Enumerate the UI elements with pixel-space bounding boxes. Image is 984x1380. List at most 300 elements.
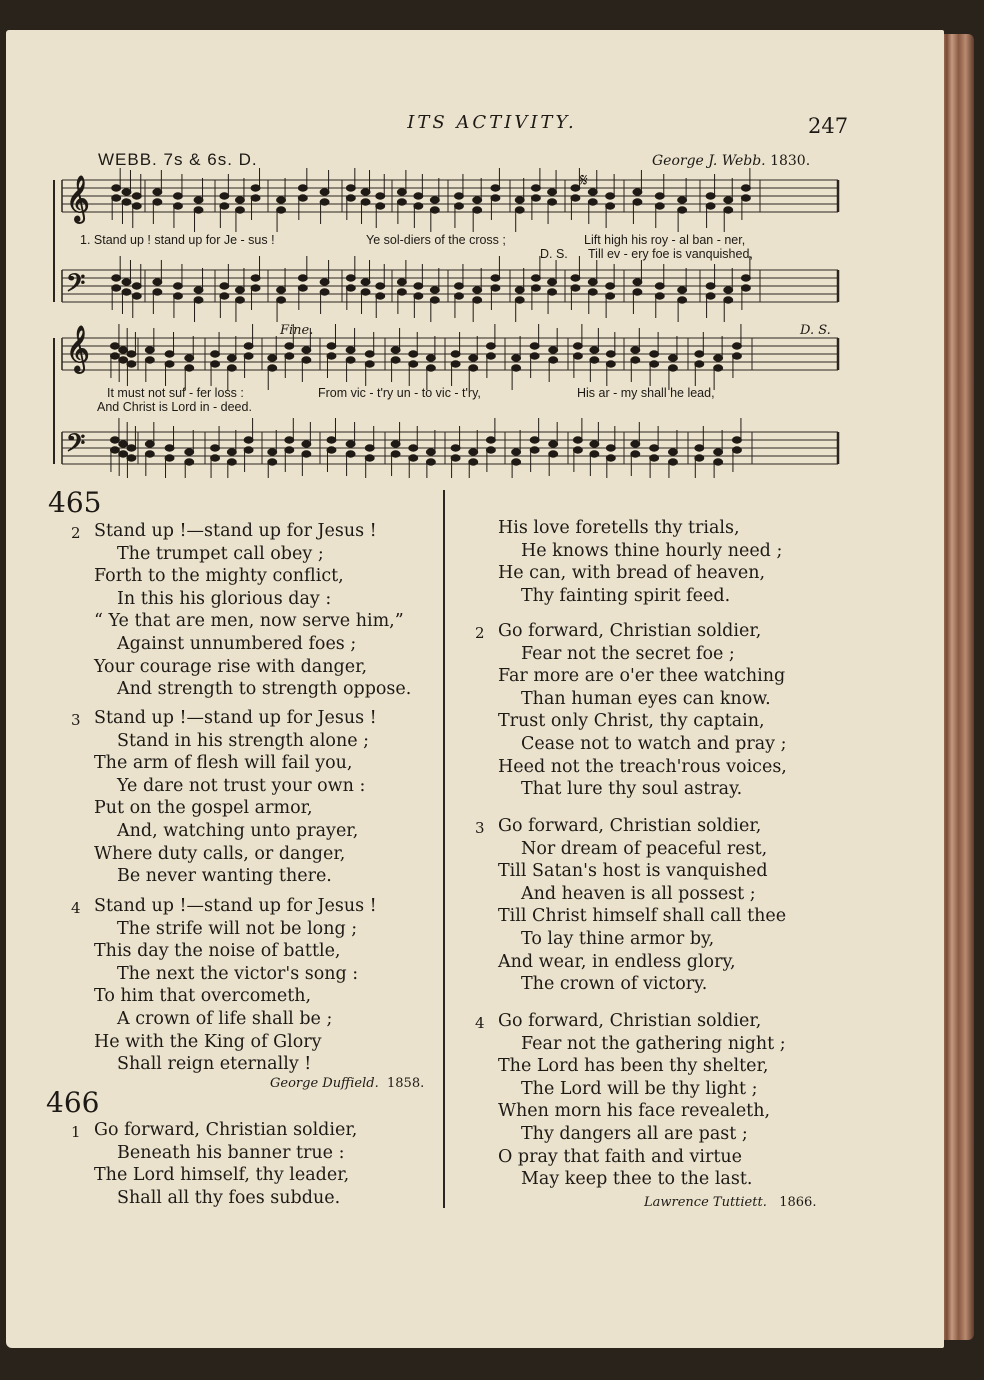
- lyric-line-1a: 1. Stand up ! stand up for Je - sus !: [80, 233, 275, 247]
- column-divider: [443, 490, 445, 1208]
- note-head: [268, 449, 277, 455]
- note-head: [732, 437, 741, 443]
- note-head: [530, 353, 539, 359]
- note-head: [185, 449, 194, 455]
- verse-line: [475, 1010, 786, 1033]
- note-head: [211, 361, 220, 367]
- verse-text: He knows thine hourly need ;: [521, 540, 783, 561]
- verse-text: Beneath his banner true :: [117, 1142, 345, 1163]
- note-head: [590, 441, 599, 447]
- note-head: [320, 279, 329, 285]
- verse-line: [71, 1119, 358, 1142]
- note-head: [549, 451, 558, 457]
- note-head: [531, 195, 540, 201]
- verse-text: The crown of victory.: [521, 974, 708, 995]
- note-head: [110, 447, 119, 453]
- verse-text: This day the noise of battle,: [94, 941, 341, 962]
- verse-text: Against unnumbered foes ;: [117, 633, 357, 654]
- note-head: [365, 445, 374, 451]
- note-head: [631, 347, 640, 353]
- verse-line: [94, 610, 411, 633]
- note-head: [298, 195, 307, 201]
- note-head: [235, 197, 244, 203]
- stanza-465-4: [71, 895, 377, 1076]
- verse-text: A crown of life shall be ;: [117, 1008, 333, 1029]
- verse-line: [498, 860, 786, 883]
- note-head: [173, 193, 182, 199]
- note-head: [391, 451, 400, 457]
- note-head: [285, 343, 294, 349]
- verse-line: [94, 588, 411, 611]
- verse-text: Go forward, Christian soldier,: [498, 1011, 762, 1031]
- stanza-466-cont: [498, 517, 782, 607]
- verse-line: [71, 707, 377, 730]
- note-head: [298, 285, 307, 291]
- note-head: [346, 451, 355, 457]
- note-head: [469, 449, 478, 455]
- verse-text: Go forward, Christian soldier,: [498, 816, 762, 836]
- note-head: [285, 353, 294, 359]
- verse-text: O pray that faith and virtue: [498, 1146, 743, 1167]
- note-head: [165, 445, 174, 451]
- note-head: [655, 193, 664, 199]
- note-head: [606, 445, 615, 451]
- note-head: [110, 343, 119, 349]
- verse-text: Stand up !—stand up for Jesus !: [94, 708, 377, 728]
- verse-line: [94, 963, 377, 986]
- note-head: [606, 203, 615, 209]
- verse-line: [498, 517, 782, 540]
- verse-text: Till Christ himself shall call thee: [498, 906, 787, 927]
- note-head: [706, 293, 715, 299]
- verse-line: [71, 895, 377, 918]
- hymn-number-465: 465: [48, 486, 102, 519]
- note-head: [695, 445, 704, 451]
- tune-name: WEBB. 7s & 6s. D.: [98, 150, 258, 169]
- note-head: [430, 297, 439, 303]
- note-head: [491, 195, 500, 201]
- verse-text: His love foretells thy trials,: [498, 518, 740, 538]
- verse-line: [498, 756, 787, 779]
- note-head: [695, 455, 704, 461]
- note-head: [451, 361, 460, 367]
- lyric-ds-label: D. S.: [540, 247, 568, 261]
- verse-line: [498, 733, 787, 756]
- note-head: [451, 445, 460, 451]
- verse-line: [498, 973, 786, 996]
- note-head: [469, 355, 478, 361]
- note-head: [573, 353, 582, 359]
- note-head: [706, 193, 715, 199]
- note-head: [732, 353, 741, 359]
- note-head: [110, 437, 119, 443]
- note-head: [650, 351, 659, 357]
- note-head: [512, 355, 521, 361]
- note-head: [185, 365, 194, 371]
- note-head: [211, 445, 220, 451]
- note-head: [320, 289, 329, 295]
- stanza-466-3: [475, 815, 787, 996]
- note-head: [631, 441, 640, 447]
- lyric-line-2d: And Christ is Lord in - deed.: [97, 400, 252, 414]
- stanza-466-2: [475, 620, 787, 801]
- note-head: [361, 199, 370, 205]
- note-head: [346, 285, 355, 291]
- note-head: [515, 287, 524, 293]
- note-head: [426, 449, 435, 455]
- verse-line: [94, 656, 411, 679]
- verse-text: In this his glorious day :: [117, 588, 332, 609]
- note-head: [132, 203, 141, 209]
- note-head: [227, 355, 236, 361]
- verse-text: Shall reign eternally !: [117, 1054, 312, 1075]
- verse-line: [498, 1123, 786, 1146]
- note-head: [695, 351, 704, 357]
- note-head: [194, 297, 203, 303]
- verse-line: [94, 865, 377, 888]
- note-head: [724, 287, 733, 293]
- verse-text: Ye dare not trust your own :: [117, 775, 366, 796]
- lyric-line-1d: Till ev - ery foe is vanquished,: [588, 247, 753, 261]
- note-head: [714, 365, 723, 371]
- verse-line: [94, 633, 411, 656]
- note-head: [211, 351, 220, 357]
- note-head: [631, 357, 640, 363]
- note-head: [112, 195, 121, 201]
- verse-text: And strength to strength oppose.: [117, 679, 412, 700]
- note-head: [571, 285, 580, 291]
- verse-line: [498, 688, 787, 711]
- treble-clef-icon: 𝄞: [66, 176, 90, 222]
- music-score: [40, 168, 846, 478]
- note-head: [346, 347, 355, 353]
- note-head: [211, 455, 220, 461]
- note-head: [346, 357, 355, 363]
- note-head: [409, 351, 418, 357]
- verse-text: Than human eyes can know.: [521, 688, 771, 709]
- note-head: [277, 207, 286, 213]
- note-head: [376, 193, 385, 199]
- note-head: [220, 283, 229, 289]
- note-head: [426, 355, 435, 361]
- note-head: [714, 449, 723, 455]
- verse-text: Go forward, Christian soldier,: [94, 1120, 358, 1140]
- verse-line: [94, 1187, 357, 1210]
- note-head: [185, 459, 194, 465]
- note-head: [606, 351, 615, 357]
- verse-text: The strife will not be long ;: [117, 918, 358, 939]
- note-head: [397, 189, 406, 195]
- verse-line: [498, 540, 782, 563]
- note-head: [397, 199, 406, 205]
- note-head: [277, 297, 286, 303]
- note-head: [165, 455, 174, 461]
- note-head: [376, 283, 385, 289]
- note-head: [426, 459, 435, 465]
- running-head: ITS ACTIVITY.: [407, 112, 577, 133]
- note-head: [548, 289, 557, 295]
- note-head: [454, 203, 463, 209]
- note-head: [741, 195, 750, 201]
- note-head: [173, 283, 182, 289]
- verse-line: [498, 905, 786, 928]
- note-head: [391, 347, 400, 353]
- note-head: [515, 297, 524, 303]
- note-head: [732, 343, 741, 349]
- note-head: [414, 203, 423, 209]
- hymn-466-author: Lawrence Tuttiett. 1866.: [644, 1195, 817, 1210]
- note-head: [606, 455, 615, 461]
- note-head: [531, 185, 540, 191]
- verse-line: [94, 820, 377, 843]
- verse-line: [475, 815, 786, 838]
- note-head: [655, 203, 664, 209]
- note-head: [251, 275, 260, 281]
- note-head: [361, 189, 370, 195]
- note-head: [122, 279, 131, 285]
- ds-mark: D. S.: [800, 323, 831, 338]
- note-head: [606, 283, 615, 289]
- stanza-number: 2: [71, 524, 81, 542]
- verse-line: [94, 752, 377, 775]
- note-head: [588, 189, 597, 195]
- note-head: [397, 289, 406, 295]
- note-head: [606, 293, 615, 299]
- note-head: [454, 293, 463, 299]
- verse-text: The arm of flesh will fail you,: [94, 753, 353, 774]
- note-head: [244, 447, 253, 453]
- note-head: [409, 361, 418, 367]
- note-head: [668, 449, 677, 455]
- note-head: [573, 447, 582, 453]
- verse-line: [94, 1142, 357, 1165]
- note-head: [430, 287, 439, 293]
- note-head: [631, 451, 640, 457]
- note-head: [473, 197, 482, 203]
- note-head: [119, 357, 128, 363]
- note-head: [469, 365, 478, 371]
- verse-text: The Lord himself, thy leader,: [94, 1165, 350, 1186]
- fine-mark: Fine.: [280, 323, 314, 338]
- note-head: [571, 195, 580, 201]
- note-head: [650, 445, 659, 451]
- note-head: [122, 199, 131, 205]
- note-head: [153, 279, 162, 285]
- note-head: [714, 459, 723, 465]
- verse-text: Where duty calls, or danger,: [94, 843, 346, 864]
- verse-text: Cease not to watch and pray ;: [521, 733, 787, 754]
- note-head: [549, 441, 558, 447]
- note-head: [590, 347, 599, 353]
- note-head: [227, 365, 236, 371]
- note-head: [346, 275, 355, 281]
- note-head: [153, 189, 162, 195]
- note-head: [298, 185, 307, 191]
- note-head: [220, 203, 229, 209]
- note-head: [361, 289, 370, 295]
- note-head: [473, 287, 482, 293]
- note-head: [220, 193, 229, 199]
- note-head: [706, 203, 715, 209]
- stanza-number: 3: [71, 711, 81, 729]
- stanza-number: 4: [475, 1014, 485, 1032]
- note-head: [573, 343, 582, 349]
- verse-text: Your courage rise with danger,: [94, 656, 368, 677]
- verse-line: [94, 543, 411, 566]
- note-head: [122, 189, 131, 195]
- note-head: [132, 193, 141, 199]
- verse-line: [94, 1053, 377, 1076]
- verse-text: Put on the gospel armor,: [94, 798, 313, 819]
- note-head: [548, 199, 557, 205]
- note-head: [724, 197, 733, 203]
- note-head: [650, 361, 659, 367]
- note-head: [112, 285, 121, 291]
- verse-line: [94, 565, 411, 588]
- verse-line: [498, 778, 787, 801]
- note-head: [548, 189, 557, 195]
- note-head: [194, 197, 203, 203]
- note-head: [695, 361, 704, 367]
- note-head: [430, 207, 439, 213]
- note-head: [127, 361, 136, 367]
- verse-text: Shall all thy foes subdue.: [117, 1187, 341, 1208]
- note-head: [361, 279, 370, 285]
- note-head: [376, 203, 385, 209]
- note-head: [127, 445, 136, 451]
- note-head: [365, 361, 374, 367]
- stanza-465-2: [71, 520, 412, 701]
- note-head: [530, 447, 539, 453]
- note-head: [251, 185, 260, 191]
- book-page-edges: [940, 34, 974, 1340]
- note-head: [530, 437, 539, 443]
- verse-text: Be never wanting there.: [117, 866, 332, 887]
- verse-text: When morn his face revealeth,: [498, 1101, 771, 1122]
- note-head: [132, 293, 141, 299]
- verse-text: Thy fainting spirit feed.: [521, 585, 731, 606]
- verse-line: [498, 951, 786, 974]
- note-head: [515, 207, 524, 213]
- stanza-number: 4: [71, 899, 81, 917]
- note-head: [302, 347, 311, 353]
- note-head: [741, 185, 750, 191]
- note-head: [194, 287, 203, 293]
- verse-line: [94, 1164, 357, 1187]
- verse-line: [498, 562, 782, 585]
- verse-text: He with the King of Glory: [94, 1031, 322, 1052]
- note-head: [650, 455, 659, 461]
- note-head: [409, 445, 418, 451]
- note-head: [531, 285, 540, 291]
- verse-line: [94, 843, 377, 866]
- note-head: [668, 459, 677, 465]
- note-head: [165, 351, 174, 357]
- verse-line: [94, 1008, 377, 1031]
- verse-line: [498, 1146, 786, 1169]
- stanza-466-1: [71, 1119, 358, 1209]
- note-head: [127, 351, 136, 357]
- note-head: [590, 357, 599, 363]
- note-head: [491, 275, 500, 281]
- note-head: [327, 447, 336, 453]
- stanza-465-3: [71, 707, 377, 888]
- verse-line: [94, 985, 377, 1008]
- lyric-line-2c: His ar - my shall he lead,: [577, 386, 715, 400]
- note-head: [227, 459, 236, 465]
- note-head: [346, 185, 355, 191]
- note-head: [119, 441, 128, 447]
- note-head: [486, 447, 495, 453]
- note-head: [724, 207, 733, 213]
- verse-text: The Lord will be thy light ;: [521, 1078, 758, 1099]
- note-head: [268, 459, 277, 465]
- note-head: [244, 343, 253, 349]
- note-head: [251, 285, 260, 291]
- note-head: [327, 437, 336, 443]
- note-head: [127, 455, 136, 461]
- note-head: [549, 357, 558, 363]
- note-head: [268, 365, 277, 371]
- verse-text: He can, with bread of heaven,: [498, 563, 766, 584]
- note-head: [588, 279, 597, 285]
- note-head: [573, 437, 582, 443]
- note-head: [320, 189, 329, 195]
- note-head: [451, 455, 460, 461]
- note-head: [235, 297, 244, 303]
- note-head: [320, 199, 329, 205]
- verse-text: May keep thee to the last.: [521, 1169, 753, 1190]
- note-head: [633, 279, 642, 285]
- verse-line: [475, 620, 787, 643]
- note-head: [426, 365, 435, 371]
- note-head: [277, 287, 286, 293]
- note-head: [391, 441, 400, 447]
- note-head: [588, 199, 597, 205]
- note-head: [220, 293, 229, 299]
- note-head: [327, 353, 336, 359]
- bass-clef-icon: 𝄢: [66, 429, 86, 464]
- note-head: [153, 289, 162, 295]
- note-head: [741, 275, 750, 281]
- verse-line: [71, 520, 411, 543]
- note-head: [298, 275, 307, 281]
- note-head: [530, 343, 539, 349]
- note-head: [588, 289, 597, 295]
- note-head: [244, 437, 253, 443]
- note-head: [235, 287, 244, 293]
- note-head: [512, 365, 521, 371]
- stanza-466-4: [475, 1010, 786, 1191]
- note-head: [227, 449, 236, 455]
- verse-line: [94, 775, 377, 798]
- verse-text: Nor dream of peaceful rest,: [521, 838, 768, 859]
- stanza-number: 2: [475, 624, 485, 642]
- verse-text: And wear, in endless glory,: [498, 951, 736, 972]
- note-head: [678, 197, 687, 203]
- verse-text: To lay thine armor by,: [521, 928, 715, 949]
- verse-line: [94, 797, 377, 820]
- note-head: [112, 275, 121, 281]
- note-head: [655, 293, 664, 299]
- note-head: [633, 289, 642, 295]
- note-head: [145, 441, 154, 447]
- verse-line: [498, 665, 787, 688]
- verse-line: [498, 1033, 786, 1056]
- note-head: [491, 185, 500, 191]
- note-head: [391, 357, 400, 363]
- note-head: [268, 355, 277, 361]
